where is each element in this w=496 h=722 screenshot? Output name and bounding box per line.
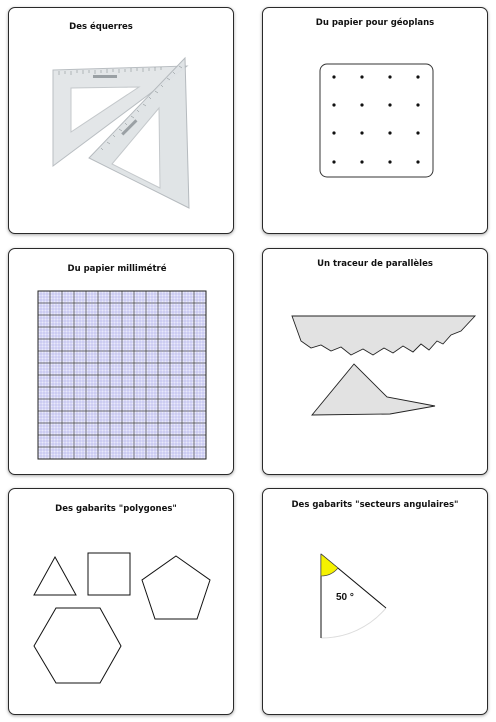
angle-label: 50 ° (336, 592, 354, 603)
tracer-strip (292, 316, 475, 355)
card-graph-paper[interactable] (8, 248, 234, 475)
set-squares-image (9, 8, 235, 235)
parallel-tracer-shapes (263, 249, 489, 476)
card-title: Des gabarits "secteurs angulaires" (291, 500, 459, 510)
card-polygon-templates[interactable] (8, 488, 234, 715)
pentagon-shape (142, 556, 210, 619)
card-title: Du papier millimétré (67, 264, 167, 274)
tracer-triangle (312, 364, 435, 415)
card-angular-sectors[interactable] (262, 488, 488, 715)
card-geoplan-paper[interactable] (262, 7, 488, 234)
hexagon-shape (34, 608, 121, 683)
angular-sector-template (263, 489, 489, 716)
card-title: Des gabarits "polygones" (55, 504, 177, 514)
card-equerres[interactable] (8, 7, 234, 234)
geoplan-grid (263, 8, 489, 235)
graph-paper-grid (9, 249, 235, 476)
polygon-templates (9, 489, 235, 716)
sector-arc (321, 608, 386, 638)
card-title: Des équerres (69, 22, 133, 32)
triangle-shape (34, 557, 76, 595)
card-title: Du papier pour géoplans (315, 18, 435, 28)
angle-highlight (321, 554, 338, 576)
card-title: Un traceur de parallèles (317, 259, 433, 269)
card-parallel-tracer[interactable] (262, 248, 488, 475)
square-shape (88, 553, 130, 595)
